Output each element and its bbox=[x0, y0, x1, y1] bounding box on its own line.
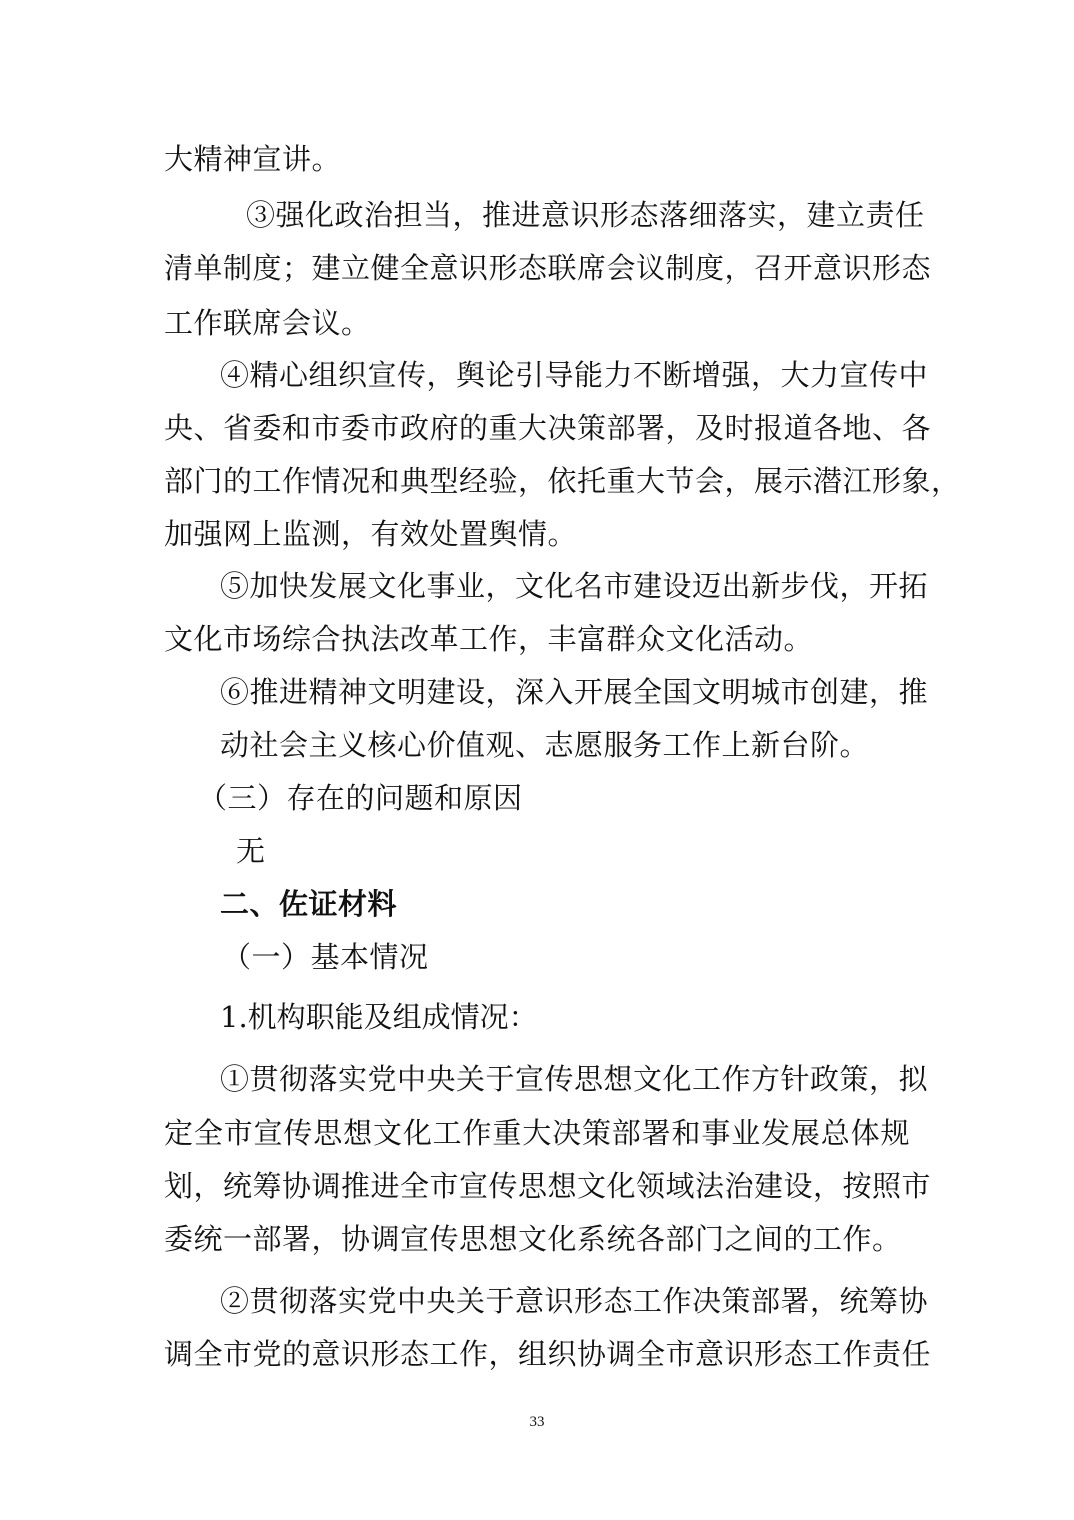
text-line: 工作联席会议。 bbox=[164, 306, 371, 340]
text-line: 动社会主义核心价值观、志愿服务工作上新台阶。 bbox=[220, 728, 870, 762]
page-number: 33 bbox=[529, 1414, 545, 1430]
section-heading: （三）存在的问题和原因 bbox=[198, 781, 523, 815]
text-line: 无 bbox=[236, 834, 266, 868]
text-line: 委统一部署，协调宣传思想文化系统各部门之间的工作。 bbox=[164, 1222, 902, 1256]
text-line: ①贯彻落实党中央关于宣传思想文化工作方针政策，拟 bbox=[220, 1062, 929, 1096]
text-line: 央、省委和市委市政府的重大决策部署，及时报道各地、各 bbox=[164, 411, 932, 445]
text-line: ⑤加快发展文化事业，文化名市建设迈出新步伐，开拓 bbox=[220, 569, 929, 603]
chapter-heading: 二、佐证材料 bbox=[220, 887, 398, 921]
text-line: 定全市宣传思想文化工作重大决策部署和事业发展总体规 bbox=[164, 1116, 910, 1150]
sub-heading: 1.机构职能及组成情况： bbox=[220, 1000, 538, 1034]
text-line: 大精神宣讲。 bbox=[164, 142, 342, 176]
text-line: 调全市党的意识形态工作，组织协调全市意识形态工作责任 bbox=[164, 1337, 932, 1371]
text-line: ③强化政治担当，推进意识形态落细落实，建立责任 bbox=[246, 198, 925, 232]
section-heading: （一）基本情况 bbox=[222, 940, 429, 974]
text-line: ⑥推进精神文明建设，深入开展全国文明城市创建，推 bbox=[220, 675, 929, 709]
text-line: 部门的工作情况和典型经验，依托重大节会，展示潜江形象， bbox=[164, 464, 961, 498]
text-line: 文化市场综合执法改革工作，丰富群众文化活动。 bbox=[164, 622, 814, 656]
text-line: ④精心组织宣传，舆论引导能力不断增强，大力宣传中 bbox=[220, 358, 929, 392]
text-line: ②贯彻落实党中央关于意识形态工作决策部署，统筹协 bbox=[220, 1284, 929, 1318]
text-line: 加强网上监测，有效处置舆情。 bbox=[164, 517, 578, 551]
text-line: 划，统筹协调推进全市宣传思想文化领域法治建设，按照市 bbox=[164, 1169, 932, 1203]
text-line: 清单制度；建立健全意识形态联席会议制度，召开意识形态 bbox=[164, 251, 932, 285]
